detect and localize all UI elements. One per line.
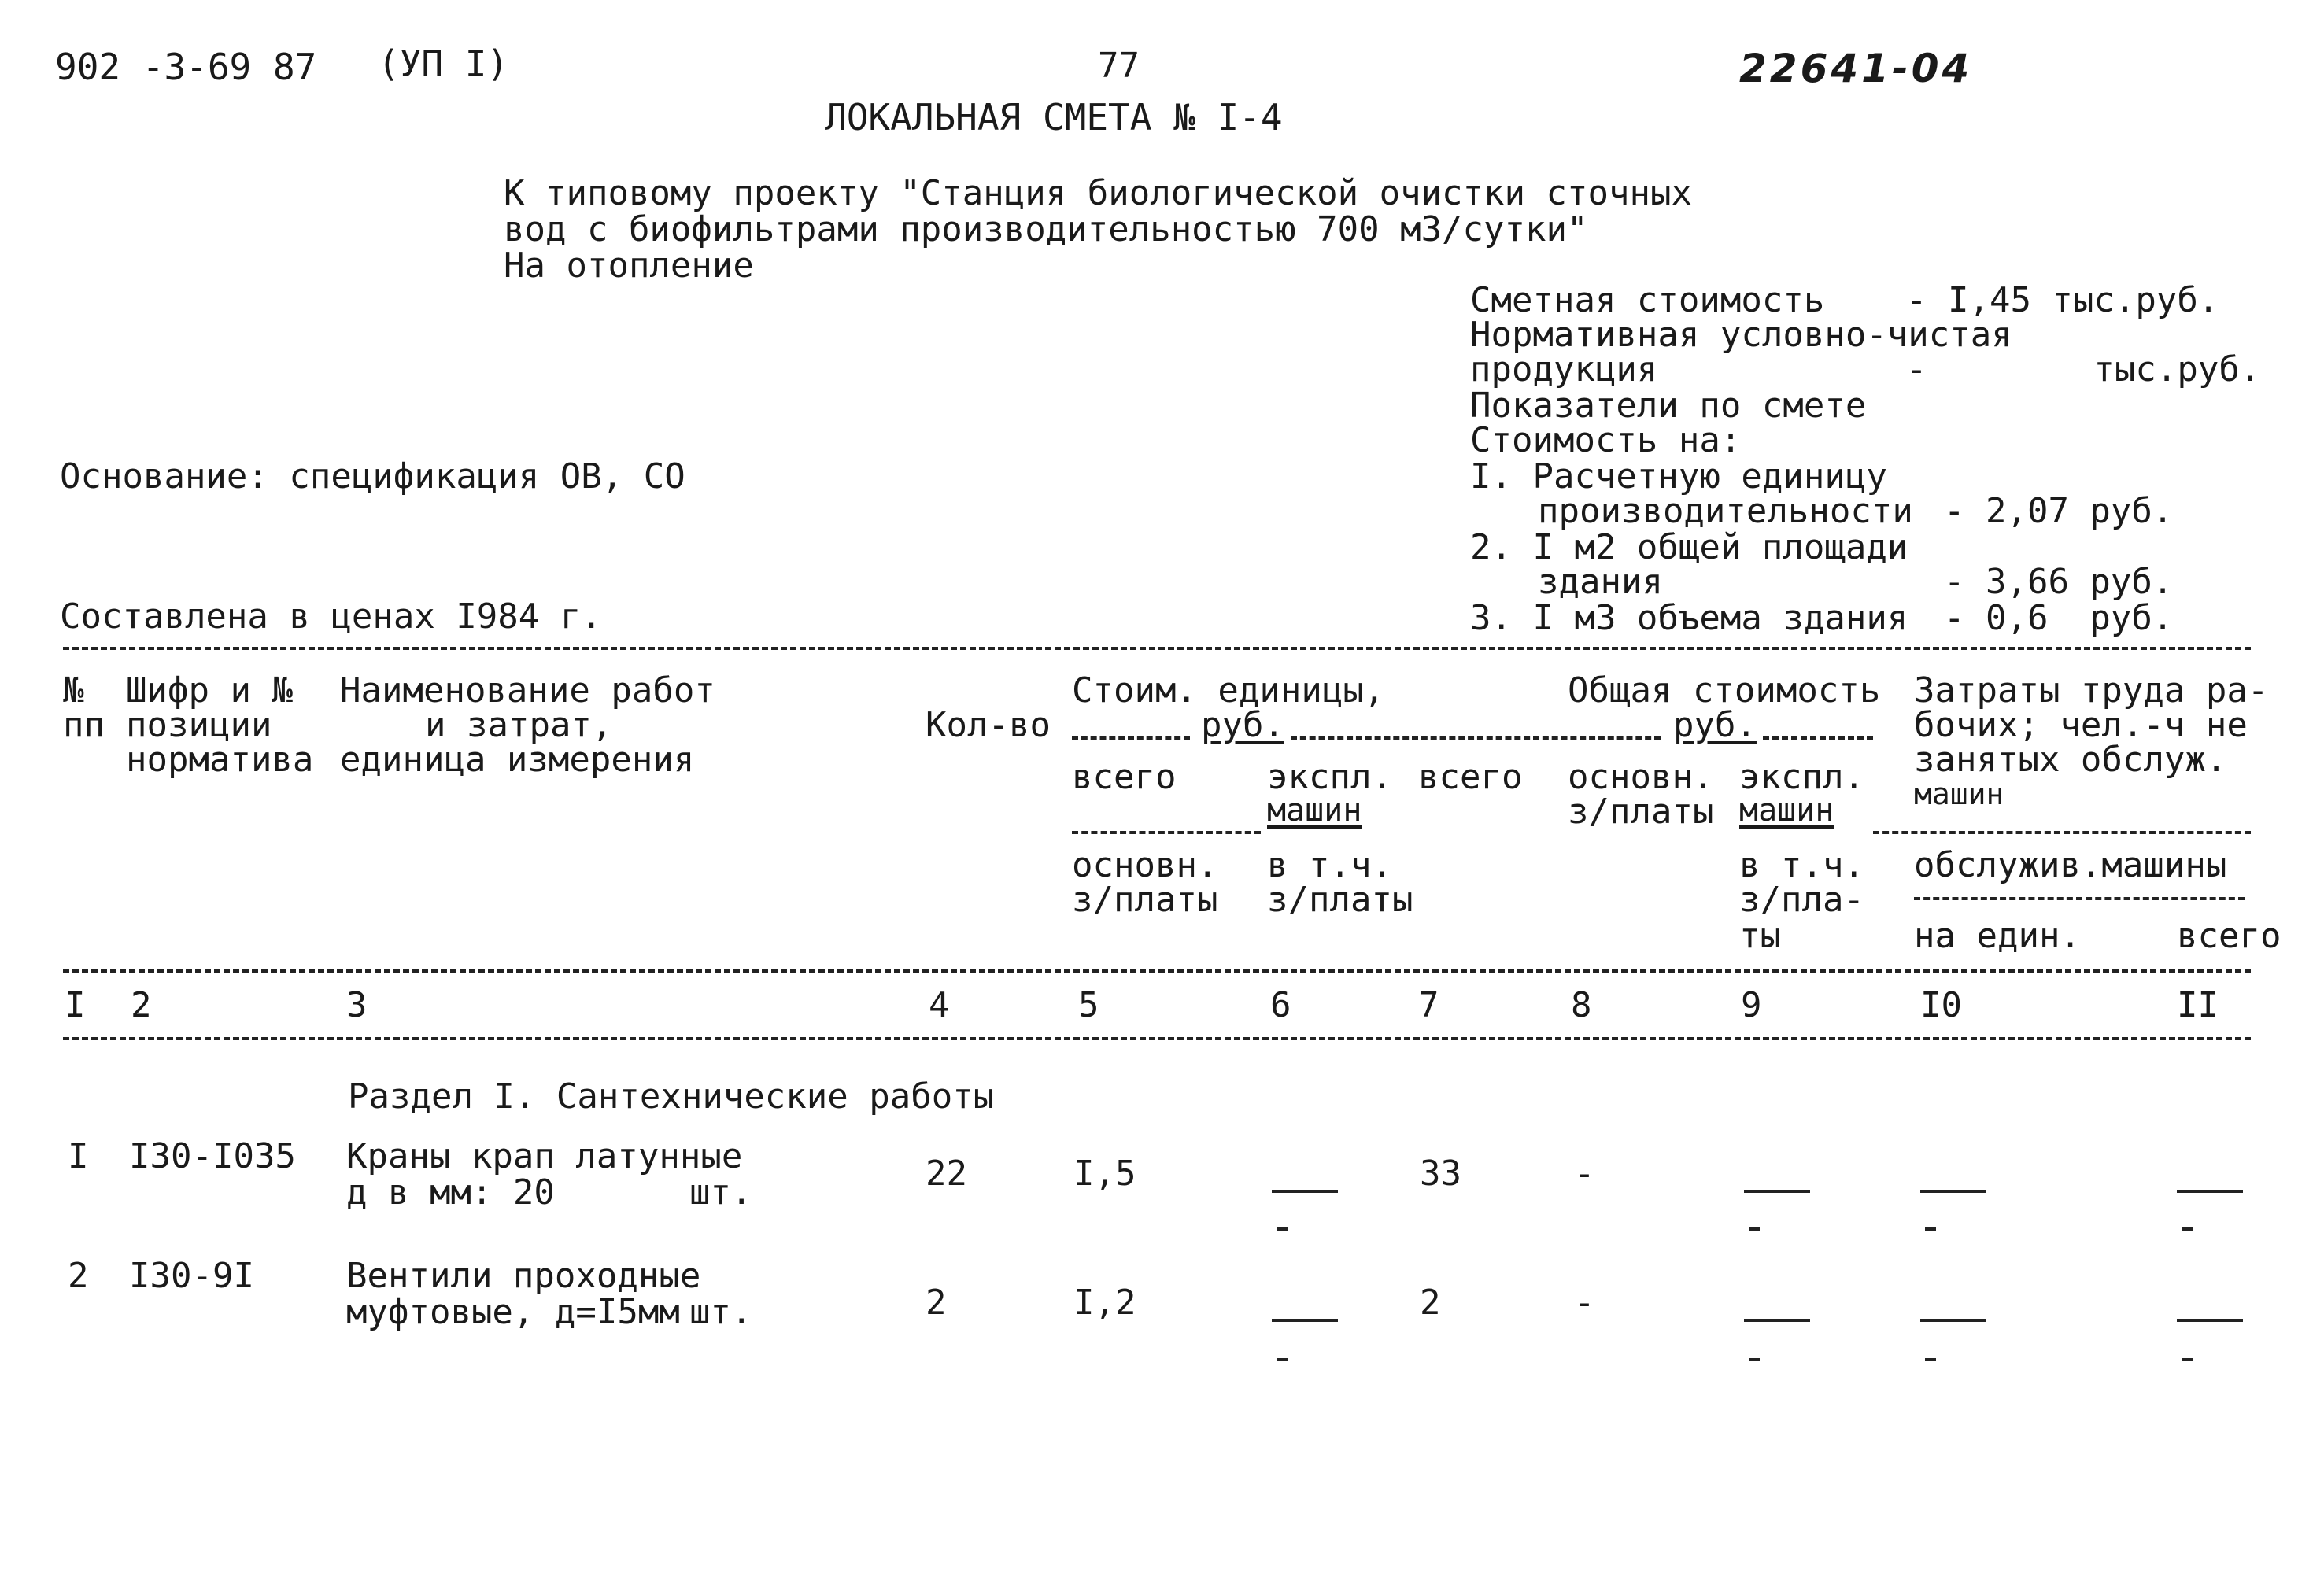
row-code: I30-I035 — [129, 1136, 296, 1176]
page-number: 77 — [1098, 46, 1140, 86]
header-labor-4: машин — [1914, 777, 2004, 811]
row-unit-total: I,2 — [1073, 1283, 1136, 1323]
cost-label: Сметная стоимость — [1470, 280, 1825, 320]
col-number: II — [2177, 985, 2219, 1025]
basis-text: Основание: спецификация ОВ, СО — [60, 456, 685, 497]
row-dash-mark — [2182, 1358, 2193, 1361]
header-5: всего — [1072, 757, 1177, 797]
row-name-2: муфтовые, д=I5мм — [346, 1292, 680, 1332]
header-rule-dash — [1873, 831, 2251, 834]
col-number: 3 — [346, 985, 368, 1025]
header-total-cost-1: Общая стоимость — [1568, 670, 1881, 711]
column-numbers-top-rule — [63, 969, 2251, 973]
row-dash-mark — [1925, 1358, 1936, 1361]
indicator-3-value: - 0,6 руб. — [1944, 598, 2174, 638]
header-9b-1: в т.ч. — [1739, 845, 1864, 885]
header-rule-dash — [1072, 736, 1190, 740]
header-6-1: экспл. — [1267, 757, 1392, 797]
row-total: 33 — [1420, 1154, 1461, 1194]
header-5b-1: основн. — [1072, 845, 1218, 885]
row-num: 2 — [68, 1256, 89, 1296]
col-number: 9 — [1741, 985, 1762, 1025]
document-stamp: 22641-04 — [1739, 46, 1973, 91]
row-base-wage: - — [1574, 1283, 1595, 1323]
header-name-2: и затрат, — [425, 705, 613, 745]
header-total-cost-2: руб. — [1673, 705, 1757, 745]
indicators-label: Показатели по смете — [1470, 386, 1867, 426]
header-10: на един. — [1914, 916, 2081, 956]
cost-on-label: Стоимость на: — [1470, 420, 1742, 460]
indicator-2-value: - 3,66 руб. — [1944, 562, 2174, 602]
col-number: 8 — [1571, 985, 1592, 1025]
header-num-2: пп — [63, 705, 105, 745]
header-rule-dash — [1914, 897, 2245, 900]
normative-label-1: Нормативная условно-чистая — [1470, 315, 2012, 355]
header-7: всего — [1418, 757, 1523, 797]
row-dash-mark — [1277, 1358, 1288, 1361]
normative-value: - тыс.руб. — [1906, 349, 2261, 389]
header-6b-1: в т.ч. — [1267, 845, 1392, 885]
header-11: всего — [2177, 916, 2282, 956]
header-labor-1: Затраты труда ра- — [1914, 670, 2269, 711]
subject-line-3: На отопление — [504, 245, 754, 286]
header-unit-cost-1: Стоим. единицы, — [1072, 670, 1385, 711]
row-num: I — [68, 1136, 89, 1176]
cost-value: - I,45 тыс.руб. — [1906, 280, 2219, 320]
column-numbers-bottom-rule — [63, 1037, 2251, 1040]
row-dash-mark — [2177, 1190, 2243, 1193]
row-dash-mark — [1920, 1190, 1986, 1193]
row-base-wage: - — [1574, 1154, 1595, 1194]
table-top-rule — [63, 647, 2251, 650]
header-service: обслужив.машины — [1914, 845, 2227, 885]
prices-text: Составлена в ценах I984 г. — [60, 596, 602, 637]
row-dash-mark — [1749, 1358, 1760, 1361]
row-dash-mark — [2177, 1319, 2243, 1322]
header-code-3: норматива — [126, 740, 314, 780]
header-5b-2: з/платы — [1072, 880, 1218, 920]
album-label: (УП I) — [378, 42, 509, 85]
indicator-2-line-2: здания — [1538, 562, 1663, 602]
row-dash-mark — [1925, 1227, 1936, 1231]
subject-line-2: вод с биофильтрами производительностью 700 м3/сутки" — [504, 209, 1588, 249]
header-9-1: экспл. — [1739, 757, 1864, 797]
header-unit-cost-2: руб. — [1201, 705, 1284, 745]
project-code: 902 -3-69 87 — [55, 46, 317, 88]
subject-line-1: К типовому проекту "Станция биологической очистки сточных — [504, 173, 1692, 213]
indicator-3-line-1: 3. I м3 объема здания — [1470, 598, 1908, 638]
header-9b-2: з/пла- — [1739, 880, 1864, 920]
header-name-1: Наименование работ — [340, 670, 715, 711]
normative-label-2: продукция — [1470, 349, 1658, 389]
row-dash-mark — [1272, 1190, 1338, 1193]
header-code-2: позиции — [126, 705, 272, 745]
row-dash-mark — [1744, 1190, 1810, 1193]
page-title: ЛОКАЛЬНАЯ СМЕТА № I-4 — [825, 96, 1283, 138]
row-dash-mark — [1920, 1319, 1986, 1322]
col-number: 7 — [1418, 985, 1439, 1025]
header-qty: Кол-во — [926, 705, 1051, 745]
row-qty: 2 — [926, 1283, 947, 1323]
row-unit: шт. — [689, 1172, 752, 1213]
header-labor-3: занятых обслуж. — [1914, 740, 2227, 780]
header-8-1: основн. — [1568, 757, 1714, 797]
header-labor-2: бочих; чел.-ч не — [1914, 705, 2248, 745]
row-dash-mark — [1277, 1227, 1288, 1231]
row-dash-mark — [1272, 1319, 1338, 1322]
header-code-1: Шифр и № — [126, 670, 293, 711]
indicator-1-value: - 2,07 руб. — [1944, 491, 2174, 531]
header-rule-dash — [1072, 831, 1261, 834]
row-qty: 22 — [926, 1154, 967, 1194]
col-number: I0 — [1920, 985, 1962, 1025]
col-number: 5 — [1078, 985, 1099, 1025]
col-number: 2 — [131, 985, 152, 1025]
header-name-3: единица измерения — [340, 740, 695, 780]
row-name-2: д в мм: 20 — [346, 1172, 555, 1213]
header-8-2: з/платы — [1568, 792, 1714, 832]
row-unit: шт. — [689, 1292, 752, 1332]
header-9-2: машин — [1739, 792, 1834, 829]
col-number: I — [65, 985, 86, 1025]
col-number: 6 — [1270, 985, 1291, 1025]
row-unit-total: I,5 — [1073, 1154, 1136, 1194]
header-rule-dash — [1763, 736, 1873, 740]
row-name-1: Вентили проходные — [346, 1256, 701, 1296]
header-6-2: машин — [1267, 792, 1362, 829]
row-name-1: Краны крап латунные — [346, 1136, 743, 1176]
row-total: 2 — [1420, 1283, 1441, 1323]
header-9b-3: ты — [1739, 916, 1781, 956]
row-dash-mark — [1749, 1227, 1760, 1231]
indicator-1-line-1: I. Расчетную единицу — [1470, 456, 1887, 497]
header-6b-2: з/платы — [1267, 880, 1413, 920]
section-title: Раздел I. Сантехнические работы — [348, 1076, 995, 1117]
col-number: 4 — [929, 985, 950, 1025]
header-rule-dash — [1291, 736, 1661, 740]
header-num-1: № — [63, 670, 84, 711]
row-code: I30-9I — [129, 1256, 254, 1296]
row-dash-mark — [1744, 1319, 1810, 1322]
indicator-2-line-1: 2. I м2 общей площади — [1470, 527, 1908, 567]
row-dash-mark — [2182, 1227, 2193, 1231]
indicator-1-line-2: производительности — [1538, 491, 1913, 531]
